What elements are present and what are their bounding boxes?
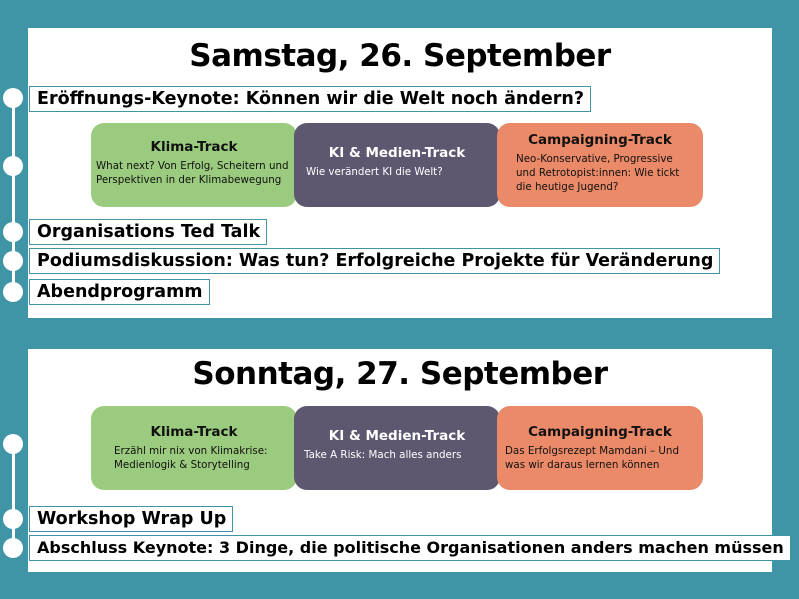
- klima-track-card: [91, 123, 297, 207]
- timeline-line-sunday: [12, 444, 15, 548]
- timeline-dot: [3, 434, 23, 454]
- timeline-dot: [3, 156, 23, 176]
- agenda-item-panel-discussion: Podiumsdiskussion: Was tun? Erfolgreiche Projekte für Veränderung: [29, 248, 720, 274]
- track-title: Klima-Track: [150, 139, 238, 155]
- sunday-title: Sonntag, 27. September: [192, 356, 608, 392]
- track-title: KI & Medien-Track: [328, 428, 466, 444]
- agenda-item-ted-talk: Organisations Ted Talk: [29, 219, 267, 245]
- saturday-title: Samstag, 26. September: [189, 38, 611, 74]
- klima-track-card: [91, 406, 297, 490]
- track-description: Neo-Konservative, Progressive und Retrotopist:innen: Wie tickt die heutige Jugend?: [516, 153, 680, 193]
- track-title: Campaigning-Track: [528, 424, 672, 440]
- saturday-panel: [28, 28, 772, 318]
- campaigning-track-card: [497, 406, 703, 490]
- agenda-item-opening-keynote: Eröffnungs-Keynote: Können wir die Welt noch ändern?: [29, 86, 591, 112]
- agenda-item-workshop-wrap-up: Workshop Wrap Up: [29, 506, 233, 532]
- track-description: Erzähl mir nix von Klimakrise: Medienlogik & Storytelling: [114, 445, 268, 471]
- track-description: Das Erfolgsrezept Mamdani – Und was wir daraus lernen können: [505, 445, 679, 471]
- agenda-item-evening-program: Abendprogramm: [29, 279, 210, 305]
- timeline-dot: [3, 251, 23, 271]
- timeline-dot: [3, 222, 23, 242]
- timeline-dot: [3, 509, 23, 529]
- track-title: Campaigning-Track: [528, 132, 672, 148]
- track-description: Take A Risk: Mach alles anders: [304, 449, 462, 461]
- track-title: KI & Medien-Track: [328, 145, 466, 161]
- ki-medien-track-card: [294, 123, 500, 207]
- track-description: Wie verändert KI die Welt?: [306, 166, 443, 178]
- campaigning-track-card: [497, 123, 703, 207]
- ki-medien-track-card: [294, 406, 500, 490]
- agenda-item-closing-keynote: Abschluss Keynote: 3 Dinge, die politische Organisationen anders machen müssen: [29, 535, 791, 561]
- track-title: Klima-Track: [150, 424, 238, 440]
- timeline-dot: [3, 88, 23, 108]
- timeline-dot: [3, 282, 23, 302]
- timeline-dot: [3, 538, 23, 558]
- track-description: What next? Von Erfolg, Scheitern und Perspektiven in der Klimabewegung: [96, 160, 289, 186]
